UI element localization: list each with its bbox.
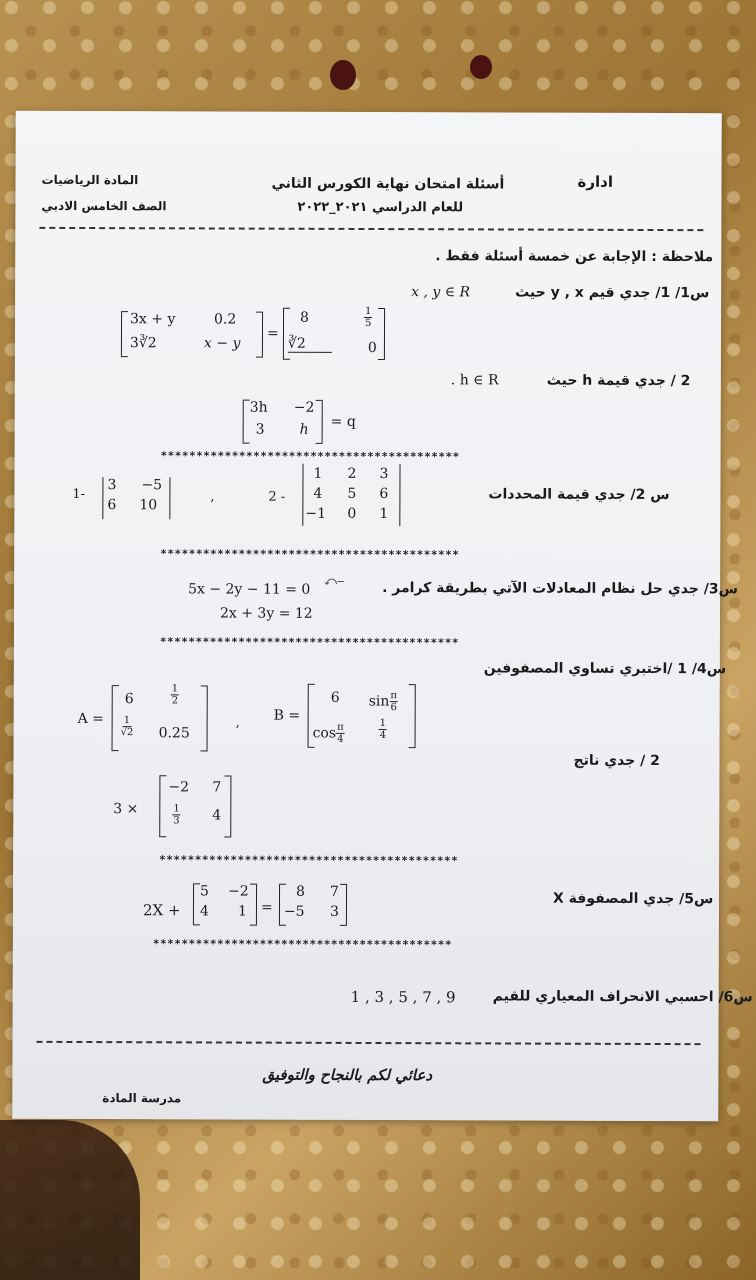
matrix-cell: 4 bbox=[212, 807, 222, 824]
q4-B-label: B = bbox=[273, 707, 301, 724]
q5-equals: = bbox=[260, 899, 273, 916]
separator-stars: ****************************************** bbox=[159, 635, 460, 650]
q1-matrix-right bbox=[283, 305, 385, 360]
q4-matrix-B bbox=[308, 684, 416, 748]
q5-label: س5/ جدي المصفوفة X bbox=[552, 890, 714, 908]
matrix-cell: 6 bbox=[330, 689, 340, 706]
matrix-cell: 8 bbox=[296, 883, 305, 900]
det-cell: 1 bbox=[313, 465, 323, 482]
matrix-cell: 1 bbox=[237, 903, 247, 920]
q6-label: س6/ احسبي الانحراف المعياري للقيم bbox=[492, 988, 753, 1006]
separator-stars: ****************************************** bbox=[160, 449, 460, 464]
q4-matrix-C bbox=[159, 775, 231, 837]
matrix-cell: 3x + y bbox=[130, 311, 176, 328]
det-cell: 10 bbox=[139, 497, 158, 514]
matrix-cell: 3 bbox=[329, 903, 339, 920]
q1-part2-condition: . h ∈ R bbox=[450, 372, 499, 389]
q4-separator: , bbox=[235, 715, 240, 731]
matrix-cell: −5 bbox=[283, 903, 305, 920]
det-cell: 4 bbox=[313, 485, 323, 502]
matrix-cell: 6 bbox=[124, 691, 134, 708]
matrix-cell: $\frac{1}{2}$ bbox=[171, 683, 179, 707]
q1-part1-condition: x , y ∈ R bbox=[411, 284, 471, 301]
header-divider bbox=[39, 227, 703, 231]
matrix-cell: 0.25 bbox=[158, 725, 190, 742]
header-admin: ادارة bbox=[577, 172, 614, 191]
q1-matrix-h bbox=[243, 400, 323, 444]
separator-stars: ****************************************** bbox=[159, 853, 459, 868]
det-cell: 3 bbox=[107, 477, 117, 494]
matrix-cell: $\frac{1}{3}$ bbox=[173, 803, 180, 827]
matrix-cell: 7 bbox=[212, 779, 222, 796]
det-cell: −5 bbox=[141, 477, 163, 494]
q2-det2-prefix: 2 - bbox=[268, 489, 286, 505]
q3-equation-2: 2x + 3y = 12 bbox=[219, 605, 313, 622]
q5-matrix-1 bbox=[193, 883, 257, 925]
header-class: الصف الخامس الادبي bbox=[41, 198, 167, 214]
q2-det1-prefix: 1- bbox=[72, 486, 86, 503]
header-subject: المادة الرياضيات bbox=[41, 172, 139, 188]
det-cell: 5 bbox=[347, 485, 357, 502]
footer-divider bbox=[37, 1041, 701, 1045]
matrix-cell: 8 bbox=[300, 309, 309, 326]
matrix-cell: 3 bbox=[255, 421, 265, 438]
q4-scalar: 3 × bbox=[113, 801, 139, 818]
matrix-cell: 3h bbox=[249, 399, 268, 416]
matrix-cell: 7 bbox=[330, 883, 339, 900]
q2-determinant-2 bbox=[302, 464, 400, 526]
matrix-cell: ∛2 bbox=[288, 336, 332, 353]
q2-label: س 2/ جدي قيمة المحددات bbox=[488, 486, 670, 504]
q2-separator: , bbox=[210, 489, 215, 505]
q1-equals: = bbox=[266, 325, 279, 342]
det-cell: 2 bbox=[347, 465, 357, 482]
separator-stars: ****************************************** bbox=[152, 937, 453, 952]
q4-A-label: A = bbox=[77, 710, 104, 728]
matrix-cell: $\frac{1}{5}$ bbox=[365, 305, 372, 330]
matrix-cell: $\frac{1}{4}$ bbox=[379, 718, 387, 742]
header-year: للعام الدراسي ٢٠٢١_٢٠٢٢ bbox=[297, 199, 464, 216]
q4-label: س4/ 1 /اختبري تساوي المصفوفين bbox=[483, 660, 727, 678]
footer-wish: دعائي لكم بالنجاح والتوفيق bbox=[262, 1065, 433, 1085]
q4-matrix-A bbox=[112, 685, 208, 751]
q1-matrix-left bbox=[121, 311, 263, 357]
matrix-cell: h bbox=[299, 421, 309, 438]
matrix-cell: $\frac{1}{√2}$ bbox=[120, 715, 134, 739]
matrix-cell: −2 bbox=[293, 399, 315, 416]
det-cell: 3 bbox=[379, 466, 389, 483]
q2-determinant-1 bbox=[102, 477, 170, 519]
matrix-cell: 5 bbox=[200, 883, 209, 900]
q4-part2-label: 2 / جدي ناتج bbox=[573, 752, 660, 770]
exam-paper bbox=[12, 111, 753, 1121]
matrix-cell: −2 bbox=[168, 779, 190, 796]
matrix-cell: −2 bbox=[228, 883, 249, 900]
q3-equation-1: 5x − 2y − 11 = 0 bbox=[188, 581, 311, 598]
det-cell: −1 bbox=[305, 505, 327, 522]
matrix-cell: sin $\frac{\pi}{6}$ bbox=[368, 690, 398, 714]
q1-part1-label: س1/ 1/ جدي قيم y , x حيث bbox=[515, 284, 710, 302]
q5-lhs: 2X + bbox=[142, 901, 181, 920]
footer-teacher: مدرسة المادة bbox=[102, 1091, 182, 1106]
det-cell: 6 bbox=[107, 497, 117, 514]
separator-stars: ****************************************** bbox=[160, 547, 460, 562]
det-cell: 6 bbox=[379, 486, 389, 503]
q1-part2-label: 2 / جدي قيمة h حيث bbox=[546, 372, 691, 390]
matrix-cell: 3∛2 bbox=[129, 335, 157, 352]
arrow-mark: ⤺‒ bbox=[324, 573, 345, 588]
matrix-cell: x − y bbox=[203, 335, 241, 352]
q1-matrix-h-rhs: = q bbox=[330, 413, 356, 430]
q6-values: 1 , 3 , 5 , 7 , 9 bbox=[350, 987, 456, 1007]
det-cell: 1 bbox=[379, 506, 389, 523]
det-cell: 0 bbox=[347, 505, 357, 522]
matrix-cell: 0.2 bbox=[214, 311, 237, 328]
exam-note: ملاحظة : الإجابة عن خمسة أسئلة فقط . bbox=[435, 248, 714, 266]
q3-label: س3/ جدي حل نظام المعادلات الآتي بطريقة كرامر . bbox=[382, 580, 739, 598]
matrix-cell: 0 bbox=[367, 340, 377, 357]
q5-matrix-2 bbox=[279, 884, 347, 926]
header-exam-title: أسئلة امتحان نهاية الكورس الثاني bbox=[271, 175, 505, 193]
matrix-cell: cos $\frac{\pi}{4}$ bbox=[312, 721, 344, 745]
matrix-cell: 4 bbox=[199, 903, 209, 920]
